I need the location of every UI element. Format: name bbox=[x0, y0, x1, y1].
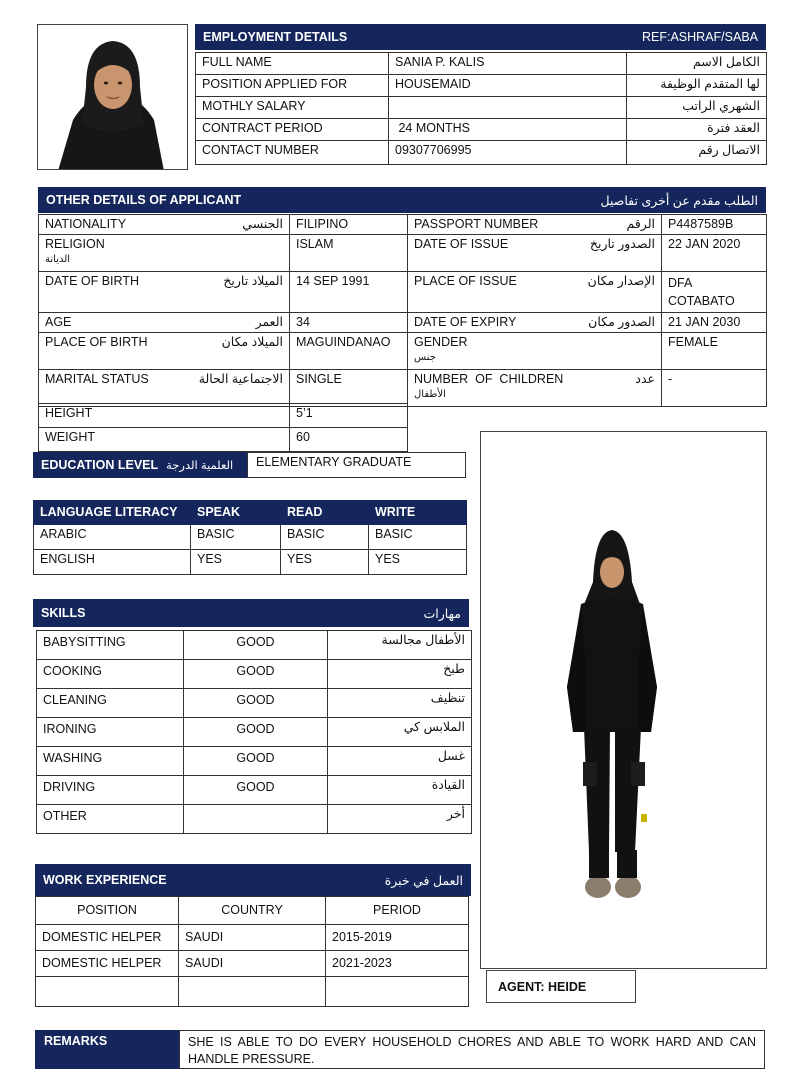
children-label: NUMBER OF CHILDREN bbox=[414, 372, 564, 386]
language-table bbox=[33, 500, 467, 575]
skill-arabic: الأطفال مجالسة bbox=[328, 631, 472, 660]
language-speak: BASIC bbox=[191, 525, 281, 550]
table-row bbox=[37, 631, 472, 660]
work-period: 2015-2019 bbox=[326, 925, 469, 951]
portrait-photo bbox=[37, 24, 188, 170]
contract-arabic: العقد فترة bbox=[627, 119, 767, 141]
work-position bbox=[36, 977, 179, 1007]
issue-place-value: DFA bbox=[668, 276, 693, 290]
birth-place-arabic: الميلاد مكان bbox=[221, 335, 283, 349]
position-arabic: لها المتقدم الوظيفة bbox=[627, 75, 767, 97]
marital-value: SINGLE bbox=[290, 370, 408, 407]
reference-code: REF:ASHRAF/SABA bbox=[642, 30, 758, 44]
work-period: 2021-2023 bbox=[326, 951, 469, 977]
skills-title: SKILLS bbox=[41, 606, 86, 620]
skill-arabic: الملابس كي bbox=[328, 718, 472, 747]
full-name-label: FULL NAME bbox=[196, 53, 389, 75]
language-write: YES bbox=[369, 550, 467, 575]
table-row bbox=[36, 925, 469, 951]
table-row bbox=[34, 550, 467, 575]
nationality-value: FILIPINO bbox=[290, 215, 408, 235]
weight-label: WEIGHT bbox=[39, 428, 290, 452]
dob-arabic: الميلاد تاريخ bbox=[223, 274, 283, 288]
skill-name: CLEANING bbox=[37, 689, 184, 718]
issue-date-label: DATE OF ISSUE bbox=[414, 237, 509, 251]
skill-level: GOOD bbox=[184, 718, 328, 747]
full-body-image bbox=[481, 432, 767, 969]
skill-level: GOOD bbox=[184, 631, 328, 660]
table-row bbox=[39, 313, 767, 333]
age-label: AGE bbox=[45, 315, 72, 329]
nationality-label: NATIONALITY bbox=[45, 217, 127, 231]
table-row bbox=[37, 776, 472, 805]
skills-header bbox=[33, 599, 469, 627]
skill-name: COOKING bbox=[37, 660, 184, 689]
issue-date-arabic: الصدور تاريخ bbox=[589, 237, 655, 251]
education-label-cell bbox=[33, 452, 247, 478]
religion-arabic: الديانة bbox=[45, 254, 71, 265]
skill-arabic: غسل bbox=[328, 747, 472, 776]
skills-table bbox=[36, 630, 472, 834]
skill-name: DRIVING bbox=[37, 776, 184, 805]
gender-arabic: جنس bbox=[414, 352, 436, 363]
language-read: YES bbox=[281, 550, 369, 575]
passport-arabic: الرقم bbox=[626, 217, 655, 231]
issue-date-value: 22 JAN 2020 bbox=[662, 235, 767, 272]
expiry-value: 21 JAN 2030 bbox=[662, 313, 767, 333]
other-details-table bbox=[38, 214, 767, 407]
table-row bbox=[196, 75, 767, 97]
skills-title-arabic: مهارات bbox=[423, 606, 461, 621]
table-row bbox=[37, 805, 472, 834]
birth-place-label: PLACE OF BIRTH bbox=[45, 335, 148, 349]
work-position: DOMESTIC HELPER bbox=[36, 951, 179, 977]
issue-place-value-2: COTABATO bbox=[668, 294, 735, 308]
remarks-label-cell bbox=[35, 1030, 179, 1069]
table-row bbox=[39, 370, 767, 407]
salary-value bbox=[389, 97, 627, 119]
education-value-cell bbox=[247, 452, 466, 478]
issue-place-label: PLACE OF ISSUE bbox=[414, 274, 517, 288]
portrait-image bbox=[38, 25, 188, 170]
table-row bbox=[196, 97, 767, 119]
issue-place-arabic: الإصدار مكان bbox=[587, 274, 655, 288]
salary-label: MOTHLY SALARY bbox=[196, 97, 389, 119]
table-row bbox=[34, 501, 467, 525]
country-column-header: COUNTRY bbox=[179, 897, 326, 925]
marital-label: MARITAL STATUS bbox=[45, 372, 149, 386]
other-details-title: OTHER DETAILS OF APPLICANT bbox=[46, 193, 242, 207]
work-period bbox=[326, 977, 469, 1007]
education-arabic: العلمية الدرجة bbox=[166, 460, 234, 472]
table-row bbox=[37, 660, 472, 689]
employment-table bbox=[195, 52, 767, 165]
skill-name: BABYSITTING bbox=[37, 631, 184, 660]
height-value: 5’1 bbox=[290, 404, 408, 428]
table-row bbox=[196, 53, 767, 75]
work-table bbox=[35, 896, 469, 1007]
remarks-text: SHE IS ABLE TO DO EVERY HOUSEHOLD CHORES AND ABLE TO WORK HARD AND CAN HANDLE PRESSURE. bbox=[188, 1035, 756, 1066]
expiry-arabic: الصدور مكان bbox=[588, 315, 655, 329]
table-row bbox=[36, 951, 469, 977]
contact-value: 09307706995 bbox=[389, 141, 627, 165]
children-arabic-2: الأطفال bbox=[414, 389, 446, 400]
weight-value: 60 bbox=[290, 428, 408, 452]
skill-name: IRONING bbox=[37, 718, 184, 747]
children-arabic: عدد bbox=[635, 372, 655, 386]
employment-header bbox=[195, 24, 766, 50]
table-row bbox=[37, 747, 472, 776]
marital-arabic: الاجتماعية الحالة bbox=[198, 372, 283, 386]
table-row bbox=[39, 404, 408, 428]
language-name: ARABIC bbox=[34, 525, 191, 550]
passport-label: PASSPORT NUMBER bbox=[414, 217, 539, 231]
table-row bbox=[196, 119, 767, 141]
education-label: EDUCATION LEVEL bbox=[41, 458, 159, 472]
remarks-label: REMARKS bbox=[44, 1034, 108, 1048]
table-row bbox=[34, 525, 467, 550]
table-row bbox=[39, 428, 408, 452]
skill-level: GOOD bbox=[184, 747, 328, 776]
skill-name: WASHING bbox=[37, 747, 184, 776]
expiry-label: DATE OF EXPIRY bbox=[414, 315, 517, 329]
work-country: SAUDI bbox=[179, 951, 326, 977]
contract-value: 24 MONTHS bbox=[389, 119, 627, 141]
birth-place-value: MAGUINDANAO bbox=[290, 333, 408, 370]
gender-label: GENDER bbox=[414, 335, 468, 349]
period-column-header: PERIOD bbox=[326, 897, 469, 925]
skill-level: GOOD bbox=[184, 660, 328, 689]
body-measure-table bbox=[38, 403, 408, 452]
other-details-header bbox=[38, 187, 766, 213]
position-value: HOUSEMAID bbox=[389, 75, 627, 97]
dob-value: 14 SEP 1991 bbox=[290, 272, 408, 313]
write-header: WRITE bbox=[369, 501, 467, 525]
remarks-text-cell bbox=[179, 1030, 765, 1069]
education-value: ELEMENTARY GRADUATE bbox=[256, 455, 412, 469]
table-row bbox=[36, 897, 469, 925]
language-name: ENGLISH bbox=[34, 550, 191, 575]
age-value: 34 bbox=[290, 313, 408, 333]
table-row bbox=[39, 215, 767, 235]
work-title-arabic: العمل في خبرة bbox=[384, 873, 463, 888]
full-body-photo bbox=[480, 431, 767, 969]
read-header: READ bbox=[281, 501, 369, 525]
full-name-arabic: الكامل الاسم bbox=[627, 53, 767, 75]
language-header: LANGUAGE LITERACY bbox=[34, 501, 191, 525]
speak-header: SPEAK bbox=[191, 501, 281, 525]
skill-arabic: تنظيف bbox=[328, 689, 472, 718]
passport-value: P4487589B bbox=[662, 215, 767, 235]
agent-name: AGENT: HEIDE bbox=[498, 979, 587, 994]
employment-title: EMPLOYMENT DETAILS bbox=[203, 30, 348, 44]
other-details-title-arabic: الطلب مقدم عن أخرى تفاصيل bbox=[600, 193, 758, 208]
skill-arabic: القيادة bbox=[328, 776, 472, 805]
skill-level: GOOD bbox=[184, 689, 328, 718]
table-row bbox=[36, 977, 469, 1007]
table-row bbox=[196, 141, 767, 165]
height-label: HEIGHT bbox=[39, 404, 290, 428]
full-name-value: SANIA P. KALIS bbox=[389, 53, 627, 75]
work-title: WORK EXPERIENCE bbox=[43, 873, 167, 887]
nationality-arabic: الجنسي bbox=[242, 217, 283, 231]
table-row bbox=[39, 235, 767, 272]
table-row bbox=[39, 272, 767, 313]
work-country: SAUDI bbox=[179, 925, 326, 951]
table-row bbox=[37, 718, 472, 747]
age-arabic: العمر bbox=[255, 315, 283, 329]
dob-label: DATE OF BIRTH bbox=[45, 274, 139, 288]
religion-label: RELIGION bbox=[45, 237, 105, 251]
table-row bbox=[39, 333, 767, 370]
agent-box bbox=[486, 970, 636, 1003]
skill-name: OTHER bbox=[37, 805, 184, 834]
contract-label: CONTRACT PERIOD bbox=[196, 119, 389, 141]
skill-level bbox=[184, 805, 328, 834]
contact-arabic: الاتصال رقم bbox=[627, 141, 767, 165]
table-row bbox=[37, 689, 472, 718]
skill-arabic: طبخ bbox=[328, 660, 472, 689]
contact-label: CONTACT NUMBER bbox=[196, 141, 389, 165]
gender-value: FEMALE bbox=[662, 333, 767, 370]
children-value: - bbox=[662, 370, 767, 407]
salary-arabic: الشهري الراتب bbox=[627, 97, 767, 119]
work-header bbox=[35, 864, 471, 896]
skill-arabic: أخر bbox=[328, 805, 472, 834]
position-label: POSITION APPLIED FOR bbox=[196, 75, 389, 97]
work-position: DOMESTIC HELPER bbox=[36, 925, 179, 951]
skill-level: GOOD bbox=[184, 776, 328, 805]
religion-value: ISLAM bbox=[290, 235, 408, 272]
work-country bbox=[179, 977, 326, 1007]
language-write: BASIC bbox=[369, 525, 467, 550]
position-column-header: POSITION bbox=[36, 897, 179, 925]
language-read: BASIC bbox=[281, 525, 369, 550]
language-speak: YES bbox=[191, 550, 281, 575]
